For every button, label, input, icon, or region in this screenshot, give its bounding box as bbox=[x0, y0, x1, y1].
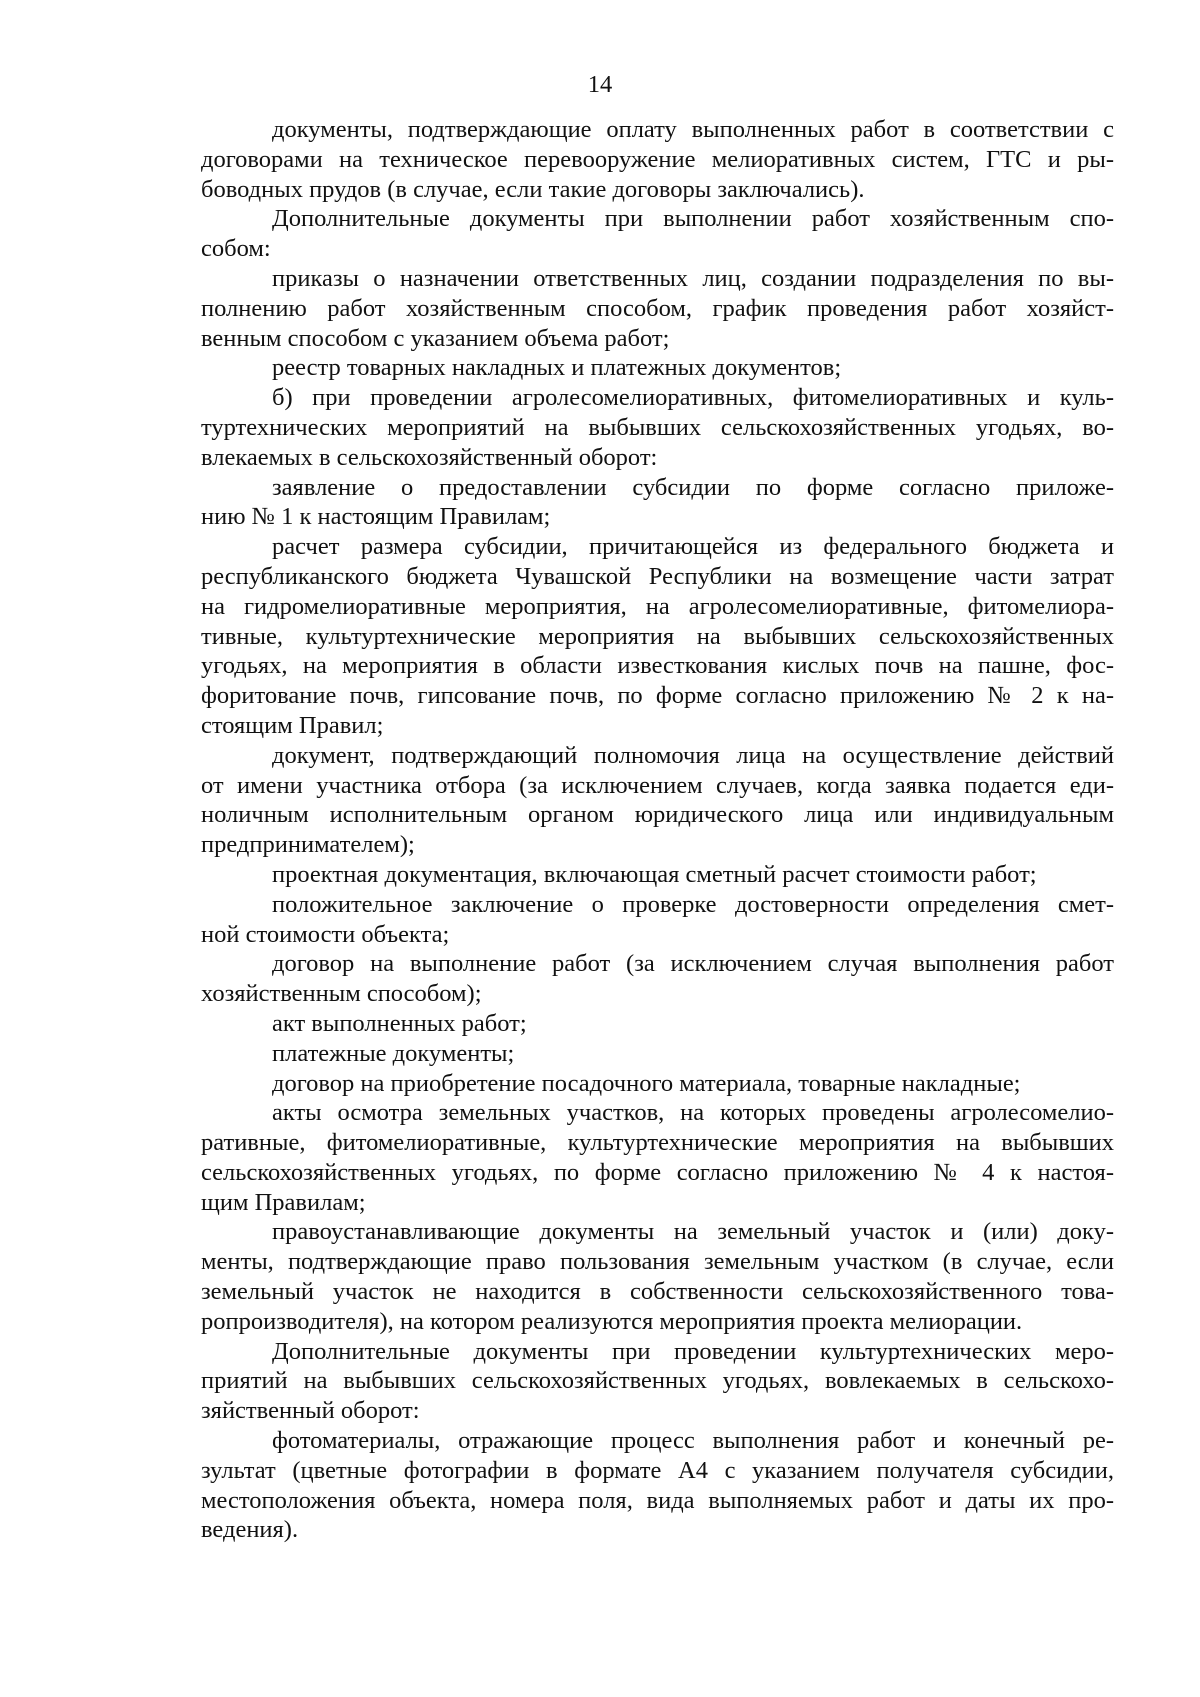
paragraph bbox=[201, 1039, 1114, 1069]
paragraph-line: предпринимателем); bbox=[201, 831, 415, 859]
paragraph-line: положительное заключение о проверке достоверности определения смет- bbox=[272, 890, 1114, 918]
paragraph-line: угодьях, на мероприятия в области известкования кислых почв на пашне, фос- bbox=[201, 652, 1114, 680]
paragraph-line: расчет размера субсидии, причитающейся из федерального бюджета и bbox=[272, 533, 1114, 561]
paragraph bbox=[201, 1069, 1114, 1099]
paragraph-line: приказы о назначении ответственных лиц, создании подразделения по вы- bbox=[272, 264, 1114, 292]
paragraph-line: платежные документы; bbox=[272, 1039, 515, 1067]
page-number: 14 bbox=[587, 71, 613, 98]
paragraph-line: приятий на выбывших сельскохозяйственных угодьях, вовлекаемых в сельскохо- bbox=[201, 1367, 1114, 1395]
paragraph-line: форитование почв, гипсование почв, по форме согласно приложению № 2 к на- bbox=[201, 682, 1114, 710]
paragraph bbox=[201, 204, 1114, 264]
paragraph-line: правоустанавливающие документы на земельный участок и (или) доку- bbox=[272, 1218, 1114, 1246]
paragraph-line: менты, подтверждающие право пользования земельным участком (в случае, если bbox=[201, 1248, 1114, 1276]
paragraph-line: ведения). bbox=[201, 1516, 299, 1544]
paragraph bbox=[201, 949, 1114, 1009]
paragraph bbox=[201, 353, 1114, 383]
paragraph-line: ной стоимости объекта; bbox=[201, 920, 450, 948]
paragraph bbox=[201, 1098, 1114, 1217]
paragraph bbox=[201, 1009, 1114, 1039]
paragraph bbox=[201, 1217, 1114, 1336]
paragraph-line: Дополнительные документы при выполнении работ хозяйственным спо- bbox=[272, 205, 1114, 233]
paragraph-line: венным способом с указанием объема работ; bbox=[201, 324, 670, 352]
paragraph-line: договор на приобретение посадочного материала, товарные накладные; bbox=[272, 1069, 1021, 1097]
paragraph-line: договорами на техническое перевооружение мелиоративных систем, ГТС и ры- bbox=[201, 145, 1114, 173]
paragraph bbox=[201, 1337, 1114, 1426]
paragraph-line: земельный участок не находится в собственности сельскохозяйственного това- bbox=[201, 1278, 1114, 1306]
paragraph-line: документы, подтверждающие оплату выполненных работ в соответствии с bbox=[272, 116, 1114, 143]
paragraph-line: щим Правилам; bbox=[201, 1188, 366, 1216]
paragraph-line: ноличным исполнительным органом юридического лица или индивидуальным bbox=[201, 801, 1114, 829]
paragraph bbox=[201, 860, 1114, 890]
document-body bbox=[201, 115, 1114, 1545]
paragraph-line: проектная документация, включающая сметный расчет стоимости работ; bbox=[272, 860, 1037, 888]
paragraph-line: ропроизводителя), на котором реализуются мероприятия проекта мелиорации. bbox=[201, 1307, 1023, 1335]
paragraph-line: договор на выполнение работ (за исключением случая выполнения работ bbox=[272, 950, 1114, 978]
paragraph-line: полнению работ хозяйственным способом, график проведения работ хозяйст- bbox=[201, 294, 1114, 322]
paragraph-line: фотоматериалы, отражающие процесс выполнения работ и конечный ре- bbox=[272, 1427, 1114, 1455]
paragraph-line: нию № 1 к настоящим Правилам; bbox=[201, 503, 551, 531]
paragraph bbox=[201, 473, 1114, 533]
paragraph-line: влекаемых в сельскохозяйственный оборот: bbox=[201, 443, 658, 471]
paragraph-line: ративные, фитомелиоративные, культуртехнические мероприятия на выбывших bbox=[201, 1129, 1114, 1157]
paragraph-line: акты осмотра земельных участков, на которых проведены агролесомелио- bbox=[272, 1099, 1114, 1127]
paragraph-line: на гидромелиоративные мероприятия, на агролесомелиоративные, фитомелиора- bbox=[201, 592, 1114, 620]
paragraph bbox=[201, 532, 1114, 741]
paragraph-line: от имени участника отбора (за исключением случаев, когда заявка подается еди- bbox=[201, 771, 1114, 799]
paragraph-line: сельскохозяйственных угодьях, по форме согласно приложению № 4 к настоя- bbox=[201, 1158, 1114, 1186]
paragraph bbox=[201, 1426, 1114, 1545]
paragraph bbox=[201, 115, 1114, 204]
paragraph-line: акт выполненных работ; bbox=[272, 1009, 527, 1037]
paragraph bbox=[201, 264, 1114, 353]
paragraph-line: собом: bbox=[201, 235, 271, 263]
paragraph-line: хозяйственным способом); bbox=[201, 980, 482, 1008]
paragraph-line: стоящим Правил; bbox=[201, 711, 384, 739]
paragraph-line: зультат (цветные фотографии в формате А4 с указанием получателя субсидии, bbox=[201, 1456, 1114, 1484]
paragraph-line: тивные, культуртехнические мероприятия на выбывших сельскохозяйственных bbox=[201, 622, 1114, 650]
paragraph-line: документ, подтверждающий полномочия лица на осуществление действий bbox=[272, 741, 1114, 769]
paragraph-line: реестр товарных накладных и платежных документов; bbox=[272, 354, 842, 382]
paragraph-line: Дополнительные документы при проведении культуртехнических меро- bbox=[272, 1337, 1114, 1365]
paragraph bbox=[201, 741, 1114, 860]
paragraph bbox=[201, 890, 1114, 950]
paragraph-line: б) при проведении агролесомелиоративных, фитомелиоративных и куль- bbox=[272, 384, 1114, 412]
paragraph-line: зяйственный оборот: bbox=[201, 1397, 420, 1425]
paragraph-line: заявление о предоставлении субсидии по форме согласно приложе- bbox=[272, 473, 1114, 501]
paragraph-line: боводных прудов (в случае, если такие договоры заключались). bbox=[201, 175, 865, 203]
paragraph-line: туртехнических мероприятий на выбывших сельскохозяйственных угодьях, во- bbox=[201, 413, 1114, 441]
paragraph bbox=[201, 383, 1114, 472]
paragraph-line: местоположения объекта, номера поля, вида выполняемых работ и даты их про- bbox=[201, 1486, 1114, 1514]
paragraph-line: республиканского бюджета Чувашской Республики на возмещение части затрат bbox=[201, 562, 1114, 590]
